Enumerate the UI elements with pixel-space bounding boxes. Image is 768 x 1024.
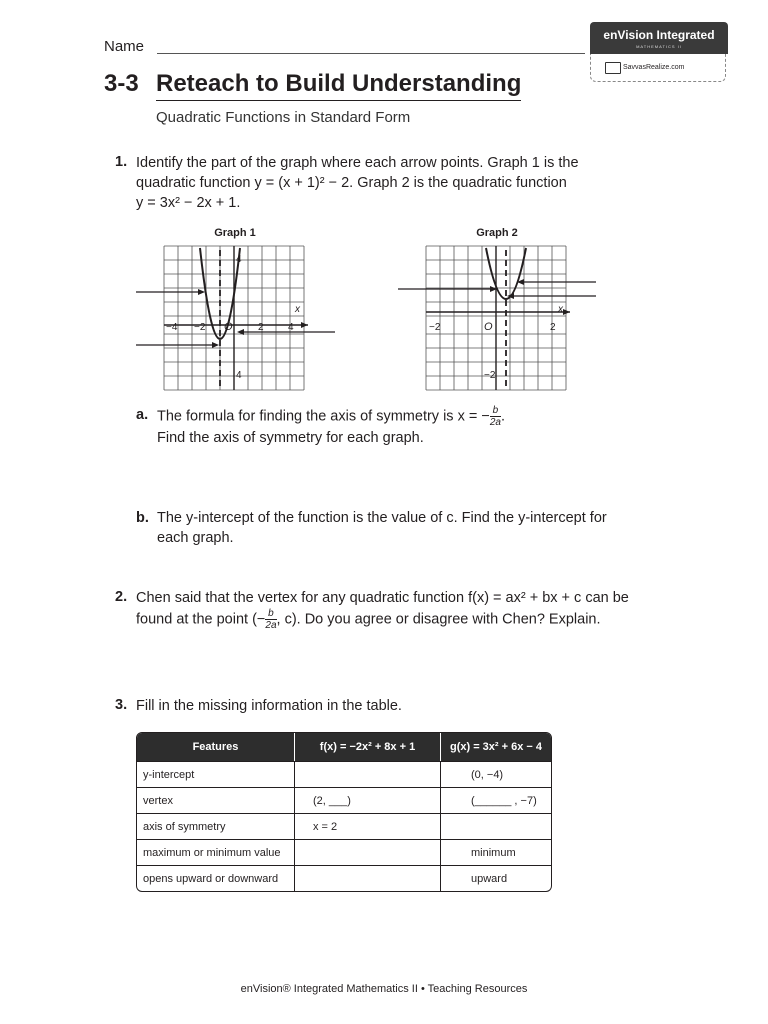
badge-brand: enVision Integrated bbox=[590, 22, 728, 54]
badge-sub: MATHEMATICS II bbox=[636, 44, 682, 49]
q1a-line2: Find the axis of symmetry for each graph. bbox=[157, 430, 424, 446]
q1a-text: The formula for finding the axis of symmetry is x = − $\frac{b}{2a}$ . Find the axis of symmetry for each graph. bbox=[157, 405, 717, 448]
graph1-origin: O bbox=[224, 321, 233, 333]
q1a-line1: The formula for finding the axis of symmetry is x = − bbox=[157, 408, 490, 425]
q1b-line1: The y-intercept of the function is the value of c. Find the y-intercept for bbox=[157, 510, 607, 526]
q3-number: 3. bbox=[115, 697, 128, 713]
q2-line2-pre: found at the point (− bbox=[136, 611, 266, 628]
table-cell-f: x = 2 bbox=[294, 813, 440, 839]
q2-frac-num: b bbox=[265, 608, 276, 620]
table-header-f: f(x) = −2x² + 8x + 1 bbox=[294, 733, 440, 761]
q2-fraction bbox=[265, 608, 276, 631]
table-header-g: g(x) = 3x² + 6x − 4 bbox=[440, 733, 551, 761]
name-line bbox=[157, 53, 585, 54]
table-cell-feature: vertex bbox=[137, 787, 294, 813]
lesson-title: Reteach to Build Understanding bbox=[156, 70, 521, 101]
q1b-text bbox=[157, 508, 717, 548]
graph1-title: Graph 1 bbox=[214, 227, 256, 239]
q1-text bbox=[136, 153, 696, 213]
table-header-row bbox=[137, 733, 551, 761]
graph2-ytick-neg2: −2 bbox=[484, 370, 496, 381]
table-row bbox=[137, 839, 551, 865]
badge-site: SavvasRealize.com bbox=[623, 64, 685, 71]
table-row bbox=[137, 787, 551, 813]
q1a-fraction bbox=[490, 405, 501, 428]
q1a-frac-den: 2a bbox=[489, 417, 501, 428]
table-row bbox=[137, 813, 551, 839]
table-cell-feature: axis of symmetry bbox=[137, 813, 294, 839]
features-table bbox=[136, 732, 552, 892]
table-cell-g: minimum bbox=[440, 839, 551, 865]
graph1-xtick-2: 2 bbox=[258, 322, 264, 333]
table-cell-f[interactable]: (2, ___) bbox=[294, 787, 440, 813]
q2-number: 2. bbox=[115, 589, 128, 605]
table-cell-f[interactable] bbox=[294, 839, 440, 865]
badge-site-row bbox=[590, 54, 726, 82]
brand-badge bbox=[590, 22, 728, 84]
graph2-xtick-2: 2 bbox=[550, 322, 556, 333]
q1-line3: y = 3x² − 2x + 1. bbox=[136, 195, 241, 211]
table-cell-g[interactable] bbox=[440, 813, 551, 839]
graph2-origin: O bbox=[484, 321, 493, 333]
footer: enVision® Integrated Mathematics II • Teaching Resources bbox=[240, 983, 528, 995]
table-cell-f[interactable] bbox=[294, 865, 440, 891]
graph2-x-label: x bbox=[558, 304, 563, 315]
graph1-xtick-neg2: −2 bbox=[194, 322, 206, 333]
q1b-line2: each graph. bbox=[157, 530, 234, 546]
q1a-label: a. bbox=[136, 407, 149, 423]
graph1 bbox=[130, 240, 340, 395]
name-label: Name bbox=[104, 38, 145, 55]
graph2-title: Graph 2 bbox=[476, 227, 518, 239]
table-cell-feature: maximum or minimum value bbox=[137, 839, 294, 865]
table-cell-f[interactable] bbox=[294, 761, 440, 787]
q2-line2-post: , c). Do you agree or disagree with Chen? Explain. bbox=[276, 611, 601, 628]
table-cell-g[interactable]: (______ , −7) bbox=[440, 787, 551, 813]
lesson-subtitle: Quadratic Functions in Standard Form bbox=[156, 109, 411, 126]
q2-line1: Chen said that the vertex for any quadratic function f(x) = ax² + bx + c can be bbox=[136, 590, 629, 606]
graph1-xtick-neg4: −4 bbox=[166, 322, 178, 333]
table-row bbox=[137, 761, 551, 787]
table-cell-feature: opens upward or downward bbox=[137, 865, 294, 891]
graph2 bbox=[396, 240, 602, 395]
q1-line2: quadratic function y = (x + 1)² − 2. Graph 2 is the quadratic function bbox=[136, 175, 567, 191]
q1a-frac-num: b bbox=[490, 405, 501, 417]
table-cell-g: upward bbox=[440, 865, 551, 891]
laptop-icon bbox=[605, 62, 621, 74]
table-header-features: Features bbox=[137, 733, 294, 761]
q1-number: 1. bbox=[115, 154, 128, 170]
table-row bbox=[137, 865, 551, 891]
graph1-ytick-bottom: 4 bbox=[236, 370, 242, 381]
q2-text bbox=[136, 588, 736, 631]
table-cell-g: (0, −4) bbox=[440, 761, 551, 787]
q3-text: Fill in the missing information in the table. bbox=[136, 698, 402, 714]
q2-frac-den: 2a bbox=[265, 620, 277, 631]
graph1-x-label: x bbox=[295, 304, 300, 315]
graph1-ytick-top: 4 bbox=[236, 254, 242, 265]
graph1-xtick-4: 4 bbox=[288, 322, 294, 333]
graph2-xtick-neg2: −2 bbox=[429, 322, 441, 333]
lesson-number: 3-3 bbox=[104, 70, 139, 97]
q1b-label: b. bbox=[136, 510, 149, 526]
table-cell-feature: y-intercept bbox=[137, 761, 294, 787]
q1-line1: Identify the part of the graph where each arrow points. Graph 1 is the bbox=[136, 155, 579, 171]
